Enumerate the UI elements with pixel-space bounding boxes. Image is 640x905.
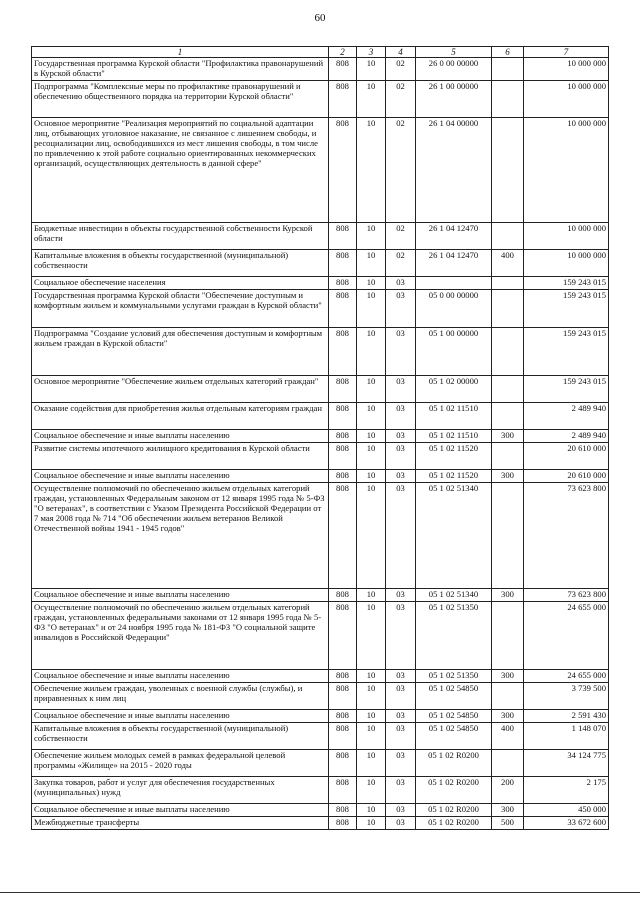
row-name-cell: Капитальные вложения в объекты государственной (муниципальной) собственности: [32, 250, 329, 277]
section-cell: 10: [357, 376, 386, 403]
section-cell: 10: [357, 118, 386, 223]
amount-cell: 159 243 015: [524, 290, 609, 328]
section-cell: 10: [357, 58, 386, 81]
row-name-cell: Подпрограмма "Создание условий для обеспечения доступным и комфортным жильем граждан в Курской области": [32, 328, 329, 376]
section-cell: 10: [357, 250, 386, 277]
ministry-code-cell: 808: [329, 376, 357, 403]
expense-type-cell: [492, 376, 524, 403]
section-cell: 10: [357, 670, 386, 683]
subsection-cell: 03: [386, 290, 416, 328]
bottom-rule: [0, 892, 640, 893]
subsection-cell: 03: [386, 683, 416, 710]
table-row: [32, 589, 609, 602]
row-name-cell: Основное мероприятие "Обеспечение жильем отдельных категорий граждан": [32, 376, 329, 403]
table-row: [32, 376, 609, 403]
ministry-code-cell: 808: [329, 118, 357, 223]
target-article-cell: 26 1 04 00000: [416, 118, 492, 223]
amount-cell: 2 489 940: [524, 403, 609, 430]
expense-type-cell: 200: [492, 777, 524, 804]
row-name-cell: Осуществление полномочий по обеспечению жильем отдельных категорий граждан, установленных Федеральным законом от 12 января 1995 года № 5-ФЗ "О ветеранах", в соответствии с Указом Президента Российской Федерации от 7 мая 2008 года № 714 "Об обеспечении жильем ветеранов Великой Отечественной войны 1941 - 1945 годов": [32, 483, 329, 589]
expense-type-cell: 300: [492, 710, 524, 723]
expense-type-cell: [492, 683, 524, 710]
section-cell: 10: [357, 290, 386, 328]
ministry-code-cell: 808: [329, 277, 357, 290]
ministry-code-cell: 808: [329, 223, 357, 250]
row-name-cell: Государственная программа Курской области "Профилактика правонарушений в Курской области": [32, 58, 329, 81]
expense-type-cell: [492, 118, 524, 223]
amount-cell: 2 489 940: [524, 430, 609, 443]
subsection-cell: 03: [386, 277, 416, 290]
budget-table: [31, 46, 609, 830]
row-name-cell: Развитие системы ипотечного жилищного кредитования в Курской области: [32, 443, 329, 470]
amount-cell: 159 243 015: [524, 328, 609, 376]
table-row: [32, 602, 609, 670]
ministry-code-cell: 808: [329, 250, 357, 277]
amount-cell: 20 610 000: [524, 470, 609, 483]
table-row: [32, 430, 609, 443]
amount-cell: 10 000 000: [524, 250, 609, 277]
row-name-cell: Оказание содействия для приобретения жилья отдельным категориям граждан: [32, 403, 329, 430]
amount-cell: 1 148 070: [524, 723, 609, 750]
expense-type-cell: 300: [492, 804, 524, 817]
subsection-cell: 03: [386, 328, 416, 376]
section-cell: 10: [357, 483, 386, 589]
target-article-cell: 05 1 02 54850: [416, 683, 492, 710]
row-name-cell: Социальное обеспечение и иные выплаты населению: [32, 710, 329, 723]
row-name-cell: Межбюджетные трансферты: [32, 817, 329, 830]
expense-type-cell: 400: [492, 723, 524, 750]
section-cell: 10: [357, 430, 386, 443]
section-cell: 10: [357, 443, 386, 470]
table-header-row: [32, 47, 609, 58]
column-header-4: 4: [386, 47, 416, 58]
subsection-cell: 03: [386, 376, 416, 403]
amount-cell: 10 000 000: [524, 81, 609, 118]
ministry-code-cell: 808: [329, 723, 357, 750]
subsection-cell: 03: [386, 483, 416, 589]
subsection-cell: 02: [386, 118, 416, 223]
ministry-code-cell: 808: [329, 710, 357, 723]
section-cell: 10: [357, 223, 386, 250]
section-cell: 10: [357, 470, 386, 483]
table-row: [32, 470, 609, 483]
target-article-cell: 05 1 02 51350: [416, 670, 492, 683]
expense-type-cell: [492, 403, 524, 430]
row-name-cell: Социальное обеспечение и иные выплаты населению: [32, 470, 329, 483]
table-row: [32, 223, 609, 250]
expense-type-cell: 300: [492, 470, 524, 483]
section-cell: 10: [357, 683, 386, 710]
target-article-cell: 05 1 02 51350: [416, 602, 492, 670]
target-article-cell: 05 1 02 11520: [416, 470, 492, 483]
amount-cell: 24 655 000: [524, 670, 609, 683]
amount-cell: 34 124 775: [524, 750, 609, 777]
section-cell: 10: [357, 723, 386, 750]
amount-cell: 73 623 800: [524, 483, 609, 589]
amount-cell: 159 243 015: [524, 277, 609, 290]
ministry-code-cell: 808: [329, 483, 357, 589]
table-row: [32, 670, 609, 683]
ministry-code-cell: 808: [329, 817, 357, 830]
target-article-cell: 05 1 02 R0200: [416, 804, 492, 817]
ministry-code-cell: 808: [329, 58, 357, 81]
section-cell: 10: [357, 277, 386, 290]
subsection-cell: 03: [386, 777, 416, 804]
amount-cell: 10 000 000: [524, 118, 609, 223]
ministry-code-cell: 808: [329, 470, 357, 483]
expense-type-cell: [492, 223, 524, 250]
row-name-cell: Осуществление полномочий по обеспечению жильем отдельных категорий граждан, установленных федеральными законами от 12 января 1995 года № 5-ФЗ "О ветеранах" и от 24 ноября 1995 года № 181-ФЗ "О социальной защите инвалидов в Российской Федерации": [32, 602, 329, 670]
subsection-cell: 02: [386, 223, 416, 250]
target-article-cell: 05 1 02 11510: [416, 403, 492, 430]
subsection-cell: 03: [386, 670, 416, 683]
row-name-cell: Подпрограмма "Комплексные меры по профилактике правонарушений и обеспечению общественного порядка на территории Курской области": [32, 81, 329, 118]
table-row: [32, 328, 609, 376]
target-article-cell: 05 1 00 00000: [416, 328, 492, 376]
ministry-code-cell: 808: [329, 750, 357, 777]
amount-cell: 2 591 430: [524, 710, 609, 723]
subsection-cell: 02: [386, 250, 416, 277]
expense-type-cell: [492, 58, 524, 81]
subsection-cell: 03: [386, 602, 416, 670]
amount-cell: 33 672 600: [524, 817, 609, 830]
expense-type-cell: 300: [492, 670, 524, 683]
target-article-cell: 05 1 02 11520: [416, 443, 492, 470]
row-name-cell: Закупка товаров, работ и услуг для обеспечения государственных (муниципальных) нужд: [32, 777, 329, 804]
table-row: [32, 817, 609, 830]
target-article-cell: 26 1 04 12470: [416, 250, 492, 277]
table-row: [32, 81, 609, 118]
amount-cell: 73 623 800: [524, 589, 609, 602]
amount-cell: 24 655 000: [524, 602, 609, 670]
table-row: [32, 403, 609, 430]
table-row: [32, 443, 609, 470]
column-header-3: 3: [357, 47, 386, 58]
column-header-7: 7: [524, 47, 609, 58]
expense-type-cell: 300: [492, 430, 524, 443]
table-row: [32, 118, 609, 223]
target-article-cell: 05 1 02 11510: [416, 430, 492, 443]
page-number: 60: [314, 12, 326, 24]
subsection-cell: 03: [386, 589, 416, 602]
amount-cell: 10 000 000: [524, 58, 609, 81]
table-row: [32, 723, 609, 750]
target-article-cell: 05 1 02 51340: [416, 483, 492, 589]
target-article-cell: 26 1 00 00000: [416, 81, 492, 118]
expense-type-cell: [492, 443, 524, 470]
expense-type-cell: [492, 483, 524, 589]
section-cell: 10: [357, 817, 386, 830]
section-cell: 10: [357, 710, 386, 723]
table-row: [32, 750, 609, 777]
ministry-code-cell: 808: [329, 777, 357, 804]
table-row: [32, 777, 609, 804]
section-cell: 10: [357, 328, 386, 376]
expense-type-cell: [492, 277, 524, 290]
table-row: [32, 58, 609, 81]
row-name-cell: Обеспечение жильем граждан, уволенных с военной службы (службы), и приравненных к ним лиц: [32, 683, 329, 710]
row-name-cell: Социальное обеспечение и иные выплаты населению: [32, 670, 329, 683]
subsection-cell: 03: [386, 710, 416, 723]
column-header-2: 2: [329, 47, 357, 58]
target-article-cell: 05 1 02 51340: [416, 589, 492, 602]
ministry-code-cell: 808: [329, 804, 357, 817]
row-name-cell: Обеспечение жильем молодых семей в рамках федеральной целевой программы «Жилище» на 2015 - 2020 годы: [32, 750, 329, 777]
table-row: [32, 683, 609, 710]
amount-cell: 10 000 000: [524, 223, 609, 250]
row-name-cell: Основное мероприятие "Реализация мероприятий по социальной адаптации лиц, отбывающих уголовное наказание, не связанное с лишением свободы, и ресоциализации лиц, освободившихся из мест лишения свободы, в том числе по привлечению к этой работе социально ориентированных некоммерческих организаций, осуществляющих деятельность в данной сфере": [32, 118, 329, 223]
target-article-cell: 05 1 02 R0200: [416, 750, 492, 777]
subsection-cell: 03: [386, 430, 416, 443]
expense-type-cell: [492, 290, 524, 328]
amount-cell: 2 175: [524, 777, 609, 804]
ministry-code-cell: 808: [329, 290, 357, 328]
target-article-cell: 26 0 00 00000: [416, 58, 492, 81]
section-cell: 10: [357, 804, 386, 817]
subsection-cell: 03: [386, 817, 416, 830]
table-row: [32, 250, 609, 277]
ministry-code-cell: 808: [329, 683, 357, 710]
table-row: [32, 290, 609, 328]
amount-cell: 450 000: [524, 804, 609, 817]
target-article-cell: 26 1 04 12470: [416, 223, 492, 250]
target-article-cell: 05 1 02 54850: [416, 710, 492, 723]
amount-cell: 20 610 000: [524, 443, 609, 470]
subsection-cell: 02: [386, 81, 416, 118]
row-name-cell: Социальное обеспечение населения: [32, 277, 329, 290]
row-name-cell: Капитальные вложения в объекты государственной (муниципальной) собственности: [32, 723, 329, 750]
table-row: [32, 483, 609, 589]
subsection-cell: 03: [386, 443, 416, 470]
expense-type-cell: 400: [492, 250, 524, 277]
table-row: [32, 710, 609, 723]
section-cell: 10: [357, 81, 386, 118]
ministry-code-cell: 808: [329, 670, 357, 683]
section-cell: 10: [357, 589, 386, 602]
target-article-cell: 05 1 02 00000: [416, 376, 492, 403]
row-name-cell: Социальное обеспечение и иные выплаты населению: [32, 804, 329, 817]
section-cell: 10: [357, 777, 386, 804]
column-header-6: 6: [492, 47, 524, 58]
section-cell: 10: [357, 750, 386, 777]
subsection-cell: 03: [386, 723, 416, 750]
ministry-code-cell: 808: [329, 589, 357, 602]
column-header-1: 1: [32, 47, 329, 58]
expense-type-cell: 500: [492, 817, 524, 830]
amount-cell: 3 739 500: [524, 683, 609, 710]
target-article-cell: [416, 277, 492, 290]
ministry-code-cell: 808: [329, 81, 357, 118]
table-row: [32, 277, 609, 290]
expense-type-cell: [492, 328, 524, 376]
subsection-cell: 03: [386, 403, 416, 430]
column-header-5: 5: [416, 47, 492, 58]
ministry-code-cell: 808: [329, 430, 357, 443]
subsection-cell: 03: [386, 804, 416, 817]
row-name-cell: Социальное обеспечение и иные выплаты населению: [32, 430, 329, 443]
expense-type-cell: [492, 750, 524, 777]
target-article-cell: 05 1 02 R0200: [416, 817, 492, 830]
row-name-cell: Государственная программа Курской области "Обеспечение доступным и комфортным жильем и коммунальными услугами граждан в Курской области": [32, 290, 329, 328]
section-cell: 10: [357, 602, 386, 670]
expense-type-cell: 300: [492, 589, 524, 602]
expense-type-cell: [492, 81, 524, 118]
subsection-cell: 02: [386, 58, 416, 81]
ministry-code-cell: 808: [329, 443, 357, 470]
target-article-cell: 05 0 00 00000: [416, 290, 492, 328]
expense-type-cell: [492, 602, 524, 670]
subsection-cell: 03: [386, 750, 416, 777]
ministry-code-cell: 808: [329, 328, 357, 376]
subsection-cell: 03: [386, 470, 416, 483]
ministry-code-cell: 808: [329, 602, 357, 670]
row-name-cell: Бюджетные инвестиции в объекты государственной собственности Курской области: [32, 223, 329, 250]
ministry-code-cell: 808: [329, 403, 357, 430]
target-article-cell: 05 1 02 R0200: [416, 777, 492, 804]
target-article-cell: 05 1 02 54850: [416, 723, 492, 750]
row-name-cell: Социальное обеспечение и иные выплаты населению: [32, 589, 329, 602]
section-cell: 10: [357, 403, 386, 430]
table-row: [32, 804, 609, 817]
amount-cell: 159 243 015: [524, 376, 609, 403]
